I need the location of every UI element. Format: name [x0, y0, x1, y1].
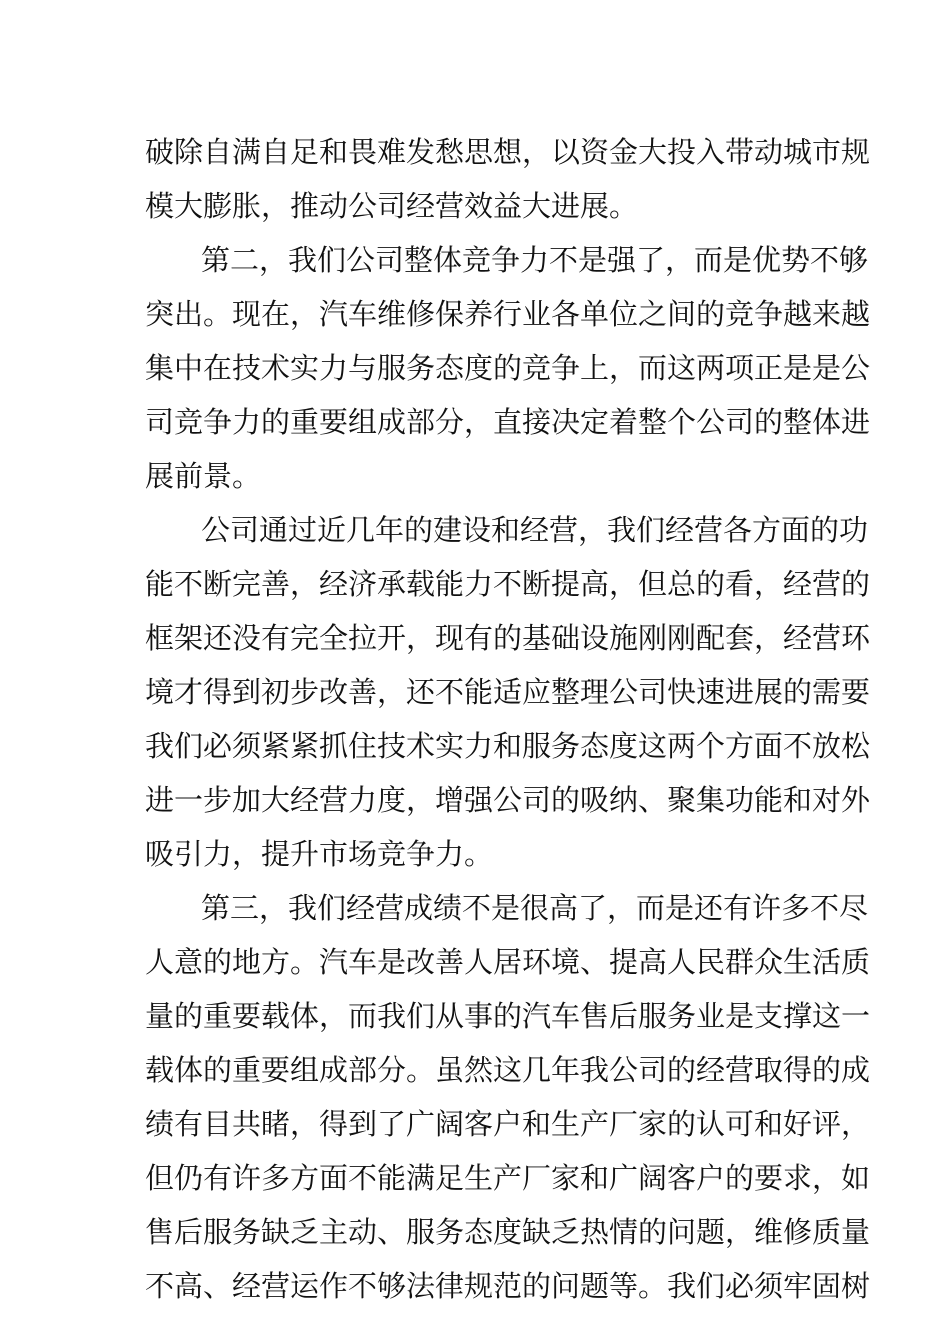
- paragraph-line: 进一步加大经营力度，增强公司的吸纳、聚集功能和对外: [145, 783, 871, 817]
- paragraph-line: 不高、经营运作不够法律规范的问题等。我们必须牢固树: [145, 1269, 871, 1303]
- paragraph-line: 模大膨胀，推动公司经营效益大进展。: [145, 189, 639, 223]
- paragraph-line: 吸引力，提升市场竞争力。: [145, 837, 494, 871]
- paragraph-line: 展前景。: [145, 459, 262, 493]
- paragraph-line: 司竞争力的重要组成部分，直接决定着整个公司的整体进: [145, 405, 871, 439]
- paragraph-line: 公司通过近几年的建设和经营，我们经营各方面的功: [201, 513, 869, 547]
- paragraph-line: 我们必须紧紧抓住技术实力和服务态度这两个方面不放松: [145, 729, 871, 763]
- paragraph-line: 能不断完善，经济承载能力不断提高，但总的看，经营的: [145, 567, 871, 601]
- paragraph-line: 破除自满自足和畏难发愁思想，以资金大投入带动城市规: [145, 135, 871, 169]
- paragraph-line: 突出。现在，汽车维修保养行业各单位之间的竞争越来越: [145, 297, 871, 331]
- paragraph-line: 人意的地方。汽车是改善人居环境、提高人民群众生活质: [145, 945, 871, 979]
- paragraph-line: 集中在技术实力与服务态度的竞争上，而这两项正是是公: [145, 351, 871, 385]
- paragraph-line: 绩有目共睹，得到了广阔客户和生产厂家的认可和好评，: [145, 1107, 871, 1141]
- paragraph-line: 第二，我们公司整体竞争力不是强了，而是优势不够: [201, 243, 869, 277]
- paragraph-line: 载体的重要组成部分。虽然这几年我公司的经营取得的成: [145, 1053, 871, 1087]
- paragraph-line: 境才得到初步改善，还不能适应整理公司快速进展的需要: [145, 675, 871, 709]
- paragraph-line: 框架还没有完全拉开，现有的基础设施刚刚配套，经营环: [145, 621, 871, 655]
- document-body: [145, 125, 871, 1313]
- paragraph-line: 但仍有许多方面不能满足生产厂家和广阔客户的要求，如: [145, 1161, 871, 1195]
- paragraph-line: 第三，我们经营成绩不是很高了，而是还有许多不尽: [201, 891, 869, 925]
- paragraph-line: 售后服务缺乏主动、服务态度缺乏热情的问题，维修质量: [145, 1215, 871, 1249]
- paragraph-line: 量的重要载体，而我们从事的汽车售后服务业是支撑这一: [145, 999, 871, 1033]
